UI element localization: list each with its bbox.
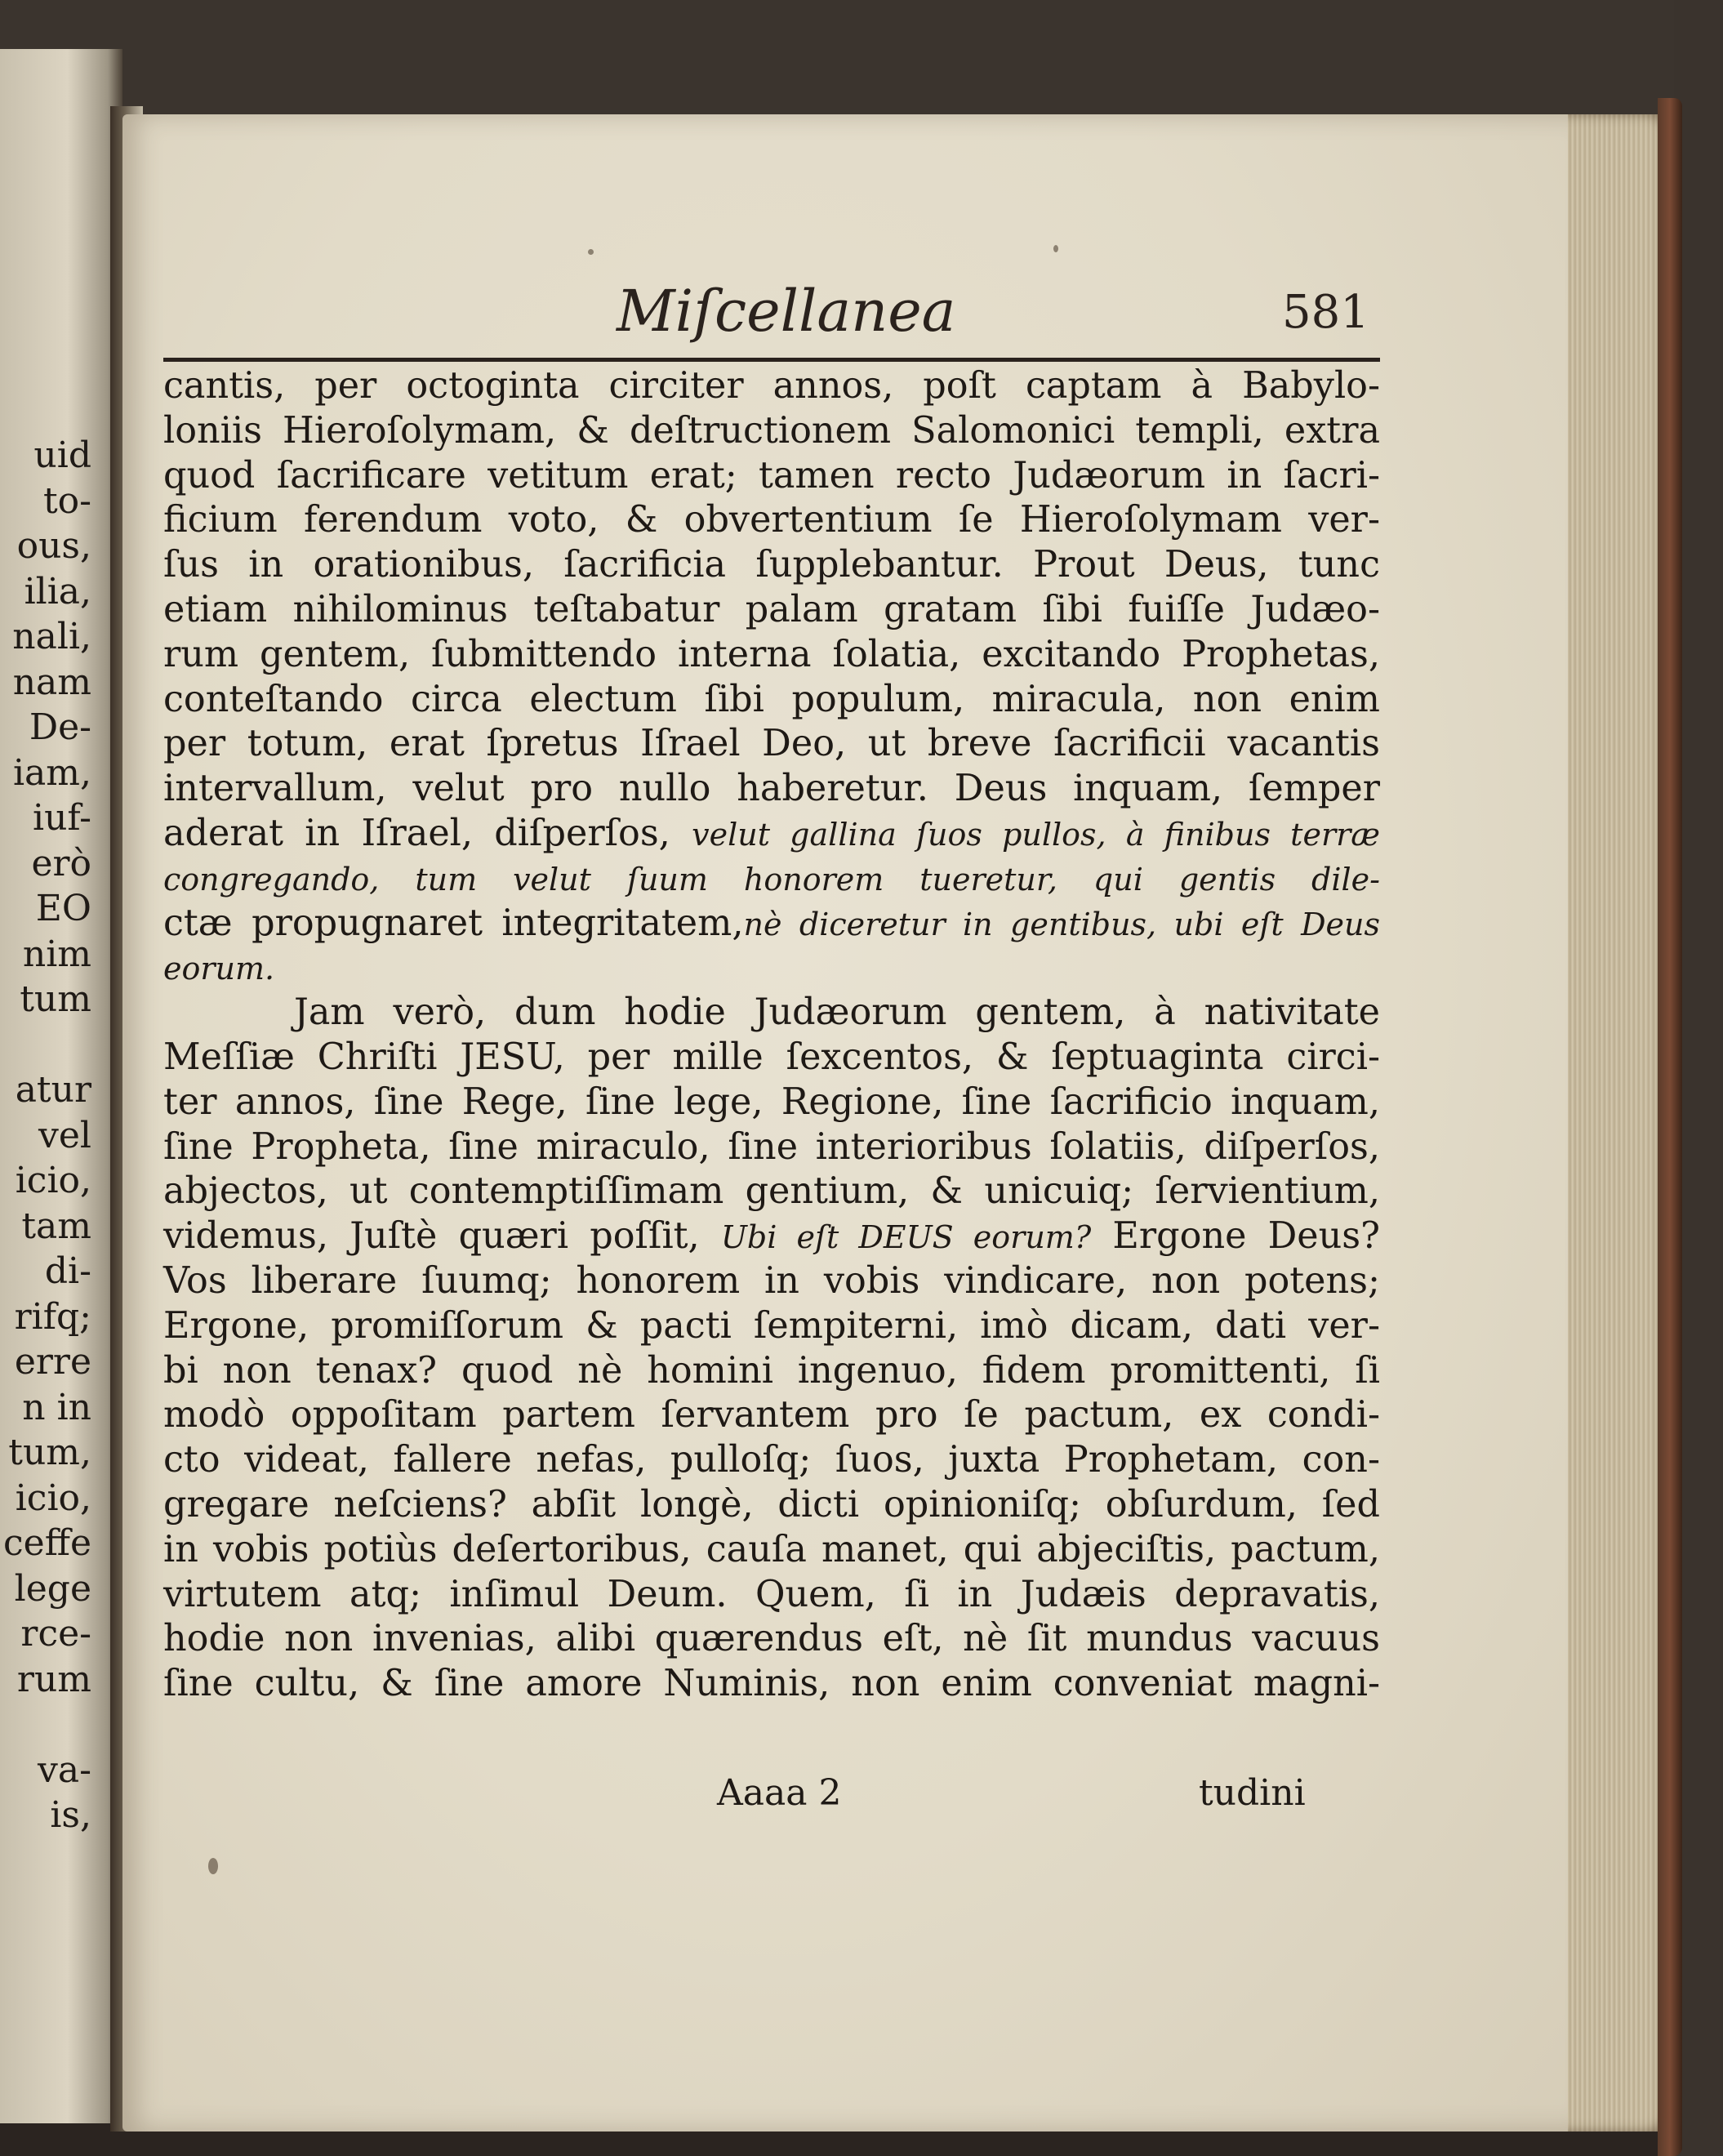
text-line: cantis, per octoginta circiter annos, poſt captam à Babylo- [163, 365, 1380, 407]
catchword: tudini [1199, 1772, 1306, 1814]
left-page-fragment: tum, [8, 1432, 91, 1473]
text-line: Vos liberare ſuumq; honorem in vobis vindicare, non potens; [163, 1259, 1380, 1302]
text-line: ficium ferendum voto, & obvertentium ſe Hieroſolymam ver- [163, 499, 1380, 541]
header-rule [163, 358, 1380, 362]
ink-blemish [588, 249, 594, 255]
left-page-fragment: to- [42, 479, 91, 522]
left-page-fragment: di- [44, 1250, 91, 1292]
italic-segment: velut gallina ſuos pullos, à finibus terræ [692, 816, 1380, 853]
left-page-fragment: EO [35, 888, 91, 929]
ink-blemish [1053, 245, 1058, 252]
text-line: in vobis potiùs deſertoribus, cauſa manet, qui abjeciſtis, pactum, [163, 1528, 1380, 1570]
left-page-fragment: erre [14, 1341, 91, 1383]
left-page-fragment: rum [16, 1658, 91, 1700]
left-page-fragment: erò [31, 842, 91, 884]
text-line [163, 1214, 1380, 1259]
left-page-fragment: icio, [15, 1160, 91, 1201]
left-page-fragment: ilia, [24, 570, 91, 612]
left-page-fragment: nali, [12, 616, 91, 657]
left-page-fragment: nam [12, 661, 91, 703]
text-line: Meſſiæ Chriſti JESU, per mille ſexcentos, & ſeptuaginta circi- [163, 1036, 1380, 1078]
text-line [163, 812, 1380, 857]
text-segment: ctæ propugnaret integritatem, [163, 902, 744, 944]
text-line: virtutem atq; inſimul Deum. Quem, ſi in Judæis depravatis, [163, 1573, 1380, 1615]
italic-segment: eorum. [163, 951, 275, 987]
left-page-fragment: ous, [16, 525, 91, 567]
left-page [0, 49, 122, 2123]
text-segment: videmus, Juſtè quæri poſſit, [163, 1215, 700, 1258]
text-line: abjectos, ut contemptiſſimam gentium, & unicuiq; ſervientium, [163, 1170, 1380, 1213]
left-page-fragment: uid [33, 434, 91, 476]
text-line: ſus in orationibus, ſacrificia ſupplebantur. Prout Deus, tunc [163, 544, 1380, 586]
text-segment: Ergone Deus? [1112, 1215, 1380, 1258]
left-page-fragment: tum [20, 978, 91, 1020]
text-line [163, 857, 1380, 902]
left-page-fragment: iam, [12, 751, 91, 794]
text-line: bi non tenax? quod nè homini ingenuo, fidem promittenti, ſi [163, 1349, 1380, 1392]
text-segment: aderat in Iſrael, diſperſos, [163, 812, 670, 854]
text-line: ſine cultu, & ſine amore Numinis, non enim conveniat magni- [163, 1663, 1380, 1705]
left-page-fragment: is, [50, 1794, 91, 1836]
text-line: etiam nihilominus teſtabatur palam gratam ſibi fuiſſe Judæo- [163, 588, 1380, 630]
left-page-fragment: vel [38, 1114, 91, 1156]
left-page-fragment: tam [21, 1205, 91, 1247]
running-head: Miſcellanea [617, 278, 956, 345]
text-line: hodie non invenias, alibi quærendus eſt, nè ſit mundus vacuus [163, 1618, 1380, 1660]
italic-segment: nè diceretur in gentibus, ubi eſt Deus [743, 906, 1381, 942]
book-cover-edge [1658, 98, 1682, 2156]
page-number: 581 [1282, 286, 1369, 339]
left-page-fragment: rce- [20, 1613, 91, 1655]
text-line: Ergone, promiſſorum & pacti ſempiterni, imò dicam, dati ver- [163, 1304, 1380, 1347]
text-line: cto videat, fallere nefas, pulloſq; ſuos, juxta Prophetam, con- [163, 1439, 1380, 1481]
left-page-fragment: ceffe [3, 1522, 91, 1564]
text-line: conteſtando circa electum ſibi populum, miracula, non enim [163, 678, 1380, 720]
text-line: quod ſacrificare vetitum erat; tamen recto Judæorum in ſacri- [163, 454, 1380, 497]
text-line: loniis Hieroſolymam, & deſtructionem Salomonici templi, extra [163, 409, 1380, 452]
left-page-fragment: icio, [15, 1477, 91, 1519]
left-page-fragment: rifq; [14, 1295, 91, 1338]
left-page-fragment: lege [14, 1567, 91, 1610]
left-page-text [0, 49, 96, 2123]
text-line: modò oppoſitam partem ſervantem pro ſe pactum, ex condi- [163, 1394, 1380, 1437]
left-page-fragment: n in [22, 1386, 91, 1428]
text-line: gregare neſciens? abſit longè, dicti opinioniſq; obſurdum, ſed [163, 1483, 1380, 1526]
text-line [163, 946, 1380, 991]
left-page-fragment: nim [22, 933, 91, 975]
text-line: intervallum, velut pro nullo haberetur. Deus inquam, ſemper [163, 768, 1380, 810]
text-line: Jam verò, dum hodie Judæorum gentem, à nativitate [294, 991, 1380, 1034]
text-line: rum gentem, ſubmittendo interna ſolatia, excitando Prophetas, [163, 633, 1380, 675]
text-line: ſine Propheta, ſine miraculo, ſine interioribus ſolatiis, diſperſos, [163, 1125, 1380, 1168]
left-page-fragment: va- [38, 1748, 91, 1791]
body-text [163, 364, 1380, 1707]
text-line: ter annos, ſine Rege, ſine lege, Regione, ſine ſacrificio inquam, [163, 1080, 1380, 1123]
left-page-fragment: iuf- [33, 797, 91, 839]
left-page-fragment: De- [29, 706, 91, 748]
left-page-fragment: atur [15, 1069, 91, 1111]
text-line [163, 902, 1380, 947]
signature-mark: Aaaa 2 [717, 1772, 842, 1814]
text-line: per totum, erat ſpretus Iſrael Deo, ut breve ſacrificii vacantis [163, 723, 1380, 765]
ink-blemish [208, 1858, 218, 1874]
italic-segment: Ubi eſt DEUS eorum? [720, 1219, 1092, 1256]
text-segment: congregando, tum velut ſuum honorem tueretur, qui gentis dile- [163, 861, 1380, 898]
